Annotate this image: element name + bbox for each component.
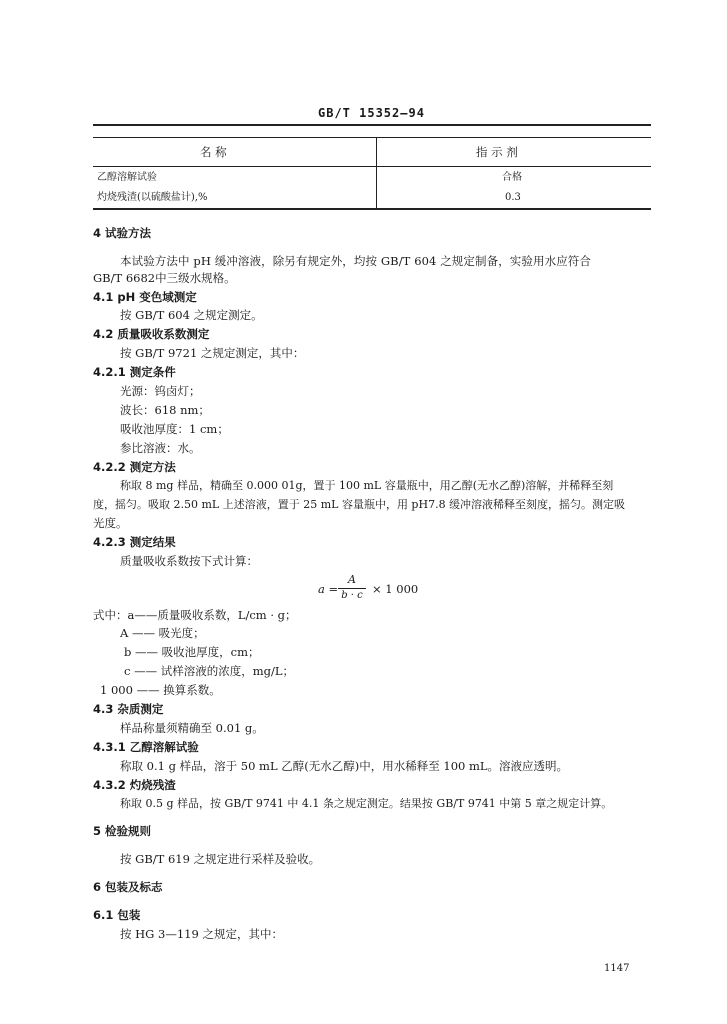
paragraph-line: 质量吸收系数按下式计算： — [120, 554, 258, 568]
paragraph-line: 度，摇匀。吸取 2.50 mL 上述溶液，置于 25 mL 容量瓶中，用 pH7.8 缓冲溶液稀释至刻度，摇匀。测定吸 — [93, 498, 626, 511]
section-4-3-2-title: 4.3.2 灼烧残渣 — [93, 778, 176, 792]
paragraph-line: 按 GB/T 619 之规定进行采样及验收。 — [120, 852, 321, 866]
section-4-title: 4 试验方法 — [93, 226, 152, 240]
table-column-divider — [376, 137, 377, 209]
where-intro: 式中：a——质量吸收系数，L/cm · g； — [93, 608, 297, 622]
paragraph-line: 称取 0.5 g 样品，按 GB/T 9741 中 4.1 条之规定测定。结果按 GB/T 9741 中第 5 章之规定计算。 — [120, 797, 613, 810]
table-row-value: 0.3 — [505, 192, 521, 203]
paragraph-line: 光度。 — [93, 516, 128, 530]
formula-tail: × 1 000 — [372, 582, 419, 596]
where-line: A —— 吸光度； — [120, 626, 205, 640]
table-row-name: 灼烧残渣(以硫酸盐计),% — [97, 192, 208, 203]
where-line: b —— 吸收池厚度，cm； — [124, 645, 260, 659]
paragraph-line: 按 GB/T 604 之规定测定。 — [120, 308, 263, 322]
formula-numerator: A — [348, 573, 356, 586]
list-line: 波长：618 nm； — [120, 403, 210, 417]
table-col-value-header: 指 示 剂 — [476, 145, 518, 159]
where-line: 1 000 —— 换算系数。 — [100, 683, 221, 697]
list-line: 光源：钨卤灯； — [120, 384, 201, 398]
table-bottom-rule — [93, 208, 651, 210]
formula-denominator: b · c — [341, 590, 363, 601]
paragraph-line: 按 GB/T 9721 之规定测定，其中： — [120, 346, 305, 360]
paragraph-line: GB/T 6682中三级水规格。 — [93, 271, 236, 285]
list-line: 吸收池厚度：1 cm； — [120, 422, 229, 436]
table-top-rule — [93, 124, 651, 126]
paragraph-line: 样品称量须精确至 0.01 g。 — [120, 721, 264, 735]
fraction-bar — [338, 588, 366, 589]
paragraph-line: 本试验方法中 pH 缓冲溶液，除另有规定外，均按 GB/T 604 之规定制备，实验用水应符合 — [120, 254, 591, 268]
formula-lhs: a = — [318, 582, 339, 596]
section-5-title: 5 检验规则 — [93, 824, 152, 838]
table-col-name-header: 名 称 — [200, 145, 227, 159]
section-4-3-title: 4.3 杂质测定 — [93, 702, 164, 716]
section-4-1-title: 4.1 pH 变色域测定 — [93, 290, 197, 304]
section-6-title: 6 包装及标志 — [93, 880, 163, 894]
list-line: 参比溶液：水。 — [120, 441, 201, 455]
paragraph-line: 称取 8 mg 样品，精确至 0.000 01g，置于 100 mL 容量瓶中，用乙醇(无水乙醇)溶解，并稀释至刻 — [120, 479, 614, 492]
section-4-2-1-title: 4.2.1 测定条件 — [93, 365, 176, 379]
section-4-2-title: 4.2 质量吸收系数测定 — [93, 327, 210, 341]
section-4-2-2-title: 4.2.2 测定方法 — [93, 460, 176, 474]
paragraph-line: 称取 0.1 g 样品，溶于 50 mL 乙醇(无水乙醇)中，用水稀释至 100 mL。溶液应透明。 — [120, 759, 569, 773]
section-6-1-title: 6.1 包装 — [93, 908, 141, 922]
section-4-3-1-title: 4.3.1 乙醇溶解试验 — [93, 740, 199, 754]
where-line: c —— 试样溶液的浓度，mg/L； — [124, 664, 295, 678]
section-4-2-3-title: 4.2.3 测定结果 — [93, 535, 176, 549]
table-row-value: 合格 — [502, 172, 522, 183]
standard-number: GB/T 15352—94 — [318, 106, 425, 120]
page-number: 1147 — [604, 963, 630, 974]
paragraph-line: 按 HG 3—119 之规定，其中： — [120, 927, 283, 941]
table-header-rule — [93, 166, 651, 167]
table-row-name: 乙醇溶解试验 — [97, 172, 157, 183]
table-header-top-line — [93, 137, 651, 138]
